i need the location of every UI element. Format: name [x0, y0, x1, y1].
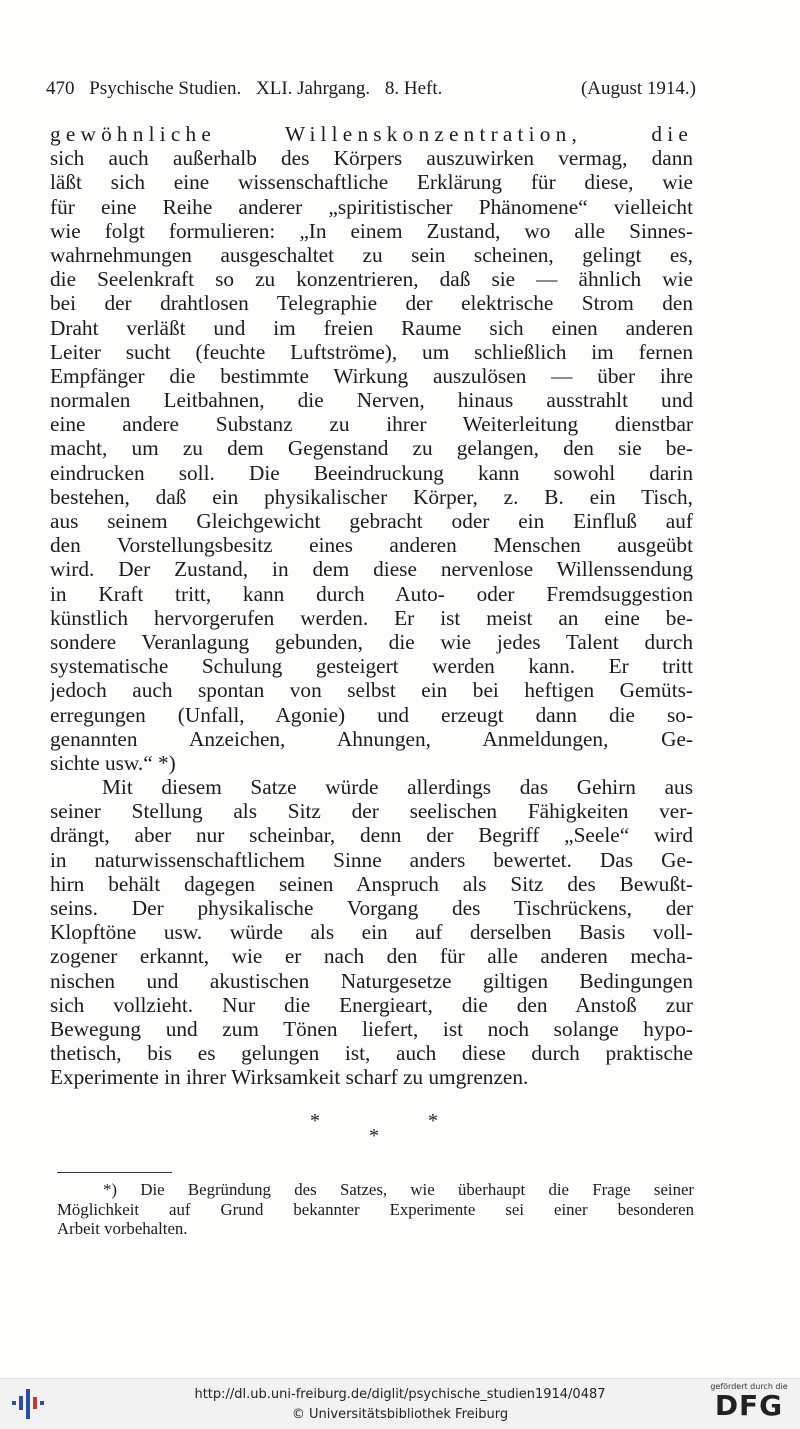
footnote-line: Möglichkeit auf Grund bekannter Experimente sei einer besonderen — [57, 1199, 694, 1219]
text-line: in naturwissenschaftlichem Sinne anders bewertet. Das Ge- — [50, 847, 693, 872]
text-line: wird. Der Zustand, in dem diese nervenlose Willenssendung — [50, 557, 693, 582]
asterisk: * — [310, 1110, 320, 1132]
text-line: eine andere Substanz zu ihrer Weiterleitung dienstbar — [50, 412, 693, 437]
text-line: die Seelenkraft so zu konzentrieren, daß sie — ähnlich wie — [50, 267, 693, 292]
text-line: aus seinem Gleichgewicht gebracht oder ein Einfluß auf — [50, 509, 693, 533]
text-line: wahrnehmungen ausgeschaltet zu sein scheinen, gelingt es, — [50, 242, 693, 267]
text-line: hirn behält dagegen seinen Anspruch als Sitz des Bewußt- — [50, 871, 693, 896]
text-line: drängt, aber nur scheinbar, denn der Begriff „Seele“ wird — [50, 823, 693, 848]
text-line: Draht verläßt und im freien Raume sich einen anderen — [50, 315, 693, 340]
text-line: künstlich hervorgerufen werden. Er ist meist an eine be- — [50, 605, 693, 630]
text-line: thetisch, bis es gelungen ist, auch diese durch praktische — [50, 1041, 693, 1066]
text-line: normalen Leitbahnen, die Nerven, hinaus ausstrahlt und — [50, 388, 693, 413]
text-line: bestehen, daß ein physikalischer Körper, z. B. ein Tisch, — [50, 484, 693, 509]
text-line: Klopftöne usw. würde als ein auf derselben Basis voll- — [50, 920, 693, 945]
text-line: seiner Stellung als Sitz der seelischen Fähigkeiten ver- — [50, 799, 693, 824]
issue: 8. Heft. — [384, 78, 443, 99]
text-line: genannten Anzeichen, Ahnungen, Anmeldungen, Ge- — [50, 726, 693, 751]
text-line: Empfänger die bestimmte Wirkung auszulösen — über ihre — [50, 363, 693, 388]
text-line: systematische Schulung gesteigert werden kann. Er tritt — [50, 654, 693, 679]
volume: XLI. Jahrgang. — [256, 78, 371, 99]
viewer-footer — [0, 1378, 800, 1429]
text-line: seins. Der physikalische Vorgang des Tischrückens, der — [50, 896, 693, 920]
text-line: sichte usw.“ *) — [50, 750, 176, 775]
asterisk: * — [369, 1125, 379, 1147]
text-line: jedoch auch spontan von selbst ein bei heftigen Gemüts- — [50, 678, 693, 703]
text-line: gewöhnliche Willenskonzentration, die — [50, 122, 693, 146]
text-line: bei der drahtlosen Telegraphie der elektrische Strom den — [50, 291, 693, 316]
footnote-rule — [57, 1172, 172, 1173]
text-line: macht, um zu dem Gegenstand zu gelangen, den sie be- — [50, 436, 693, 461]
text-line: für eine Reihe anderer „spiritistischer Phänomene“ vielleicht — [50, 194, 693, 219]
text-line: sich auch außerhalb des Körpers auszuwirken vermag, dann — [50, 146, 693, 171]
text-line: nischen und akustischen Naturgesetze giltigen Bedingungen — [50, 968, 693, 993]
text-line: zogener erkannt, wie er nach den für alle anderen mecha- — [50, 944, 693, 969]
text-line: Experimente in ihrer Wirksamkeit scharf zu umgrenzen. — [50, 1065, 529, 1090]
body-text — [50, 122, 693, 1090]
text-line: in Kraft tritt, kann durch Auto- oder Fremdsuggestion — [50, 581, 693, 606]
footnote — [57, 1180, 694, 1239]
dfg-tagline: gefördert durch die — [710, 1382, 788, 1391]
permalink-url[interactable]: http://dl.ub.uni-freiburg.de/diglit/psychische_studien1914/0487 — [194, 1387, 606, 1402]
text-line: eindrucken soll. Die Beeindruckung kann sowohl darin — [50, 460, 693, 485]
copyright-notice: © Universitätsbibliothek Freiburg — [291, 1407, 509, 1422]
page-number: 470 — [46, 78, 75, 99]
text-line: Mit diesem Satze würde allerdings das Gehirn aus — [102, 775, 693, 800]
dfg-logo — [706, 1382, 792, 1421]
text-line: sich vollzieht. Nur die Energieart, die den Anstoß zur — [50, 992, 693, 1017]
text-line: läßt sich eine wissenschaftliche Erklärung für diese, wie — [50, 170, 693, 195]
issue-date: (August 1914.) — [580, 78, 696, 99]
text-line: sondere Veranlagung gebunden, die wie jedes Talent durch — [50, 629, 693, 654]
text-line: den Vorstellungsbesitz eines anderen Menschen ausgeübt — [50, 533, 693, 558]
asterisk: * — [428, 1110, 438, 1132]
text-line: Bewegung und zum Tönen liefert, ist noch solange hypo- — [50, 1016, 693, 1041]
running-header — [46, 78, 696, 100]
footnote-line: *) Die Begründung des Satzes, wie überhaupt die Frage seiner — [103, 1180, 694, 1199]
dfg-wordmark: DFG — [714, 1389, 784, 1422]
footnote-line: Arbeit vorbehalten. — [57, 1219, 188, 1238]
text-line: Leiter sucht (feuchte Luftströme), um schließlich im fernen — [50, 339, 693, 364]
journal-title: Psychische Studien. — [89, 78, 242, 99]
text-line: erregungen (Unfall, Agonie) und erzeugt dann die so- — [50, 702, 693, 727]
text-line: wie folgt formulieren: „In einem Zustand, wo alle Sinnes- — [50, 218, 693, 243]
